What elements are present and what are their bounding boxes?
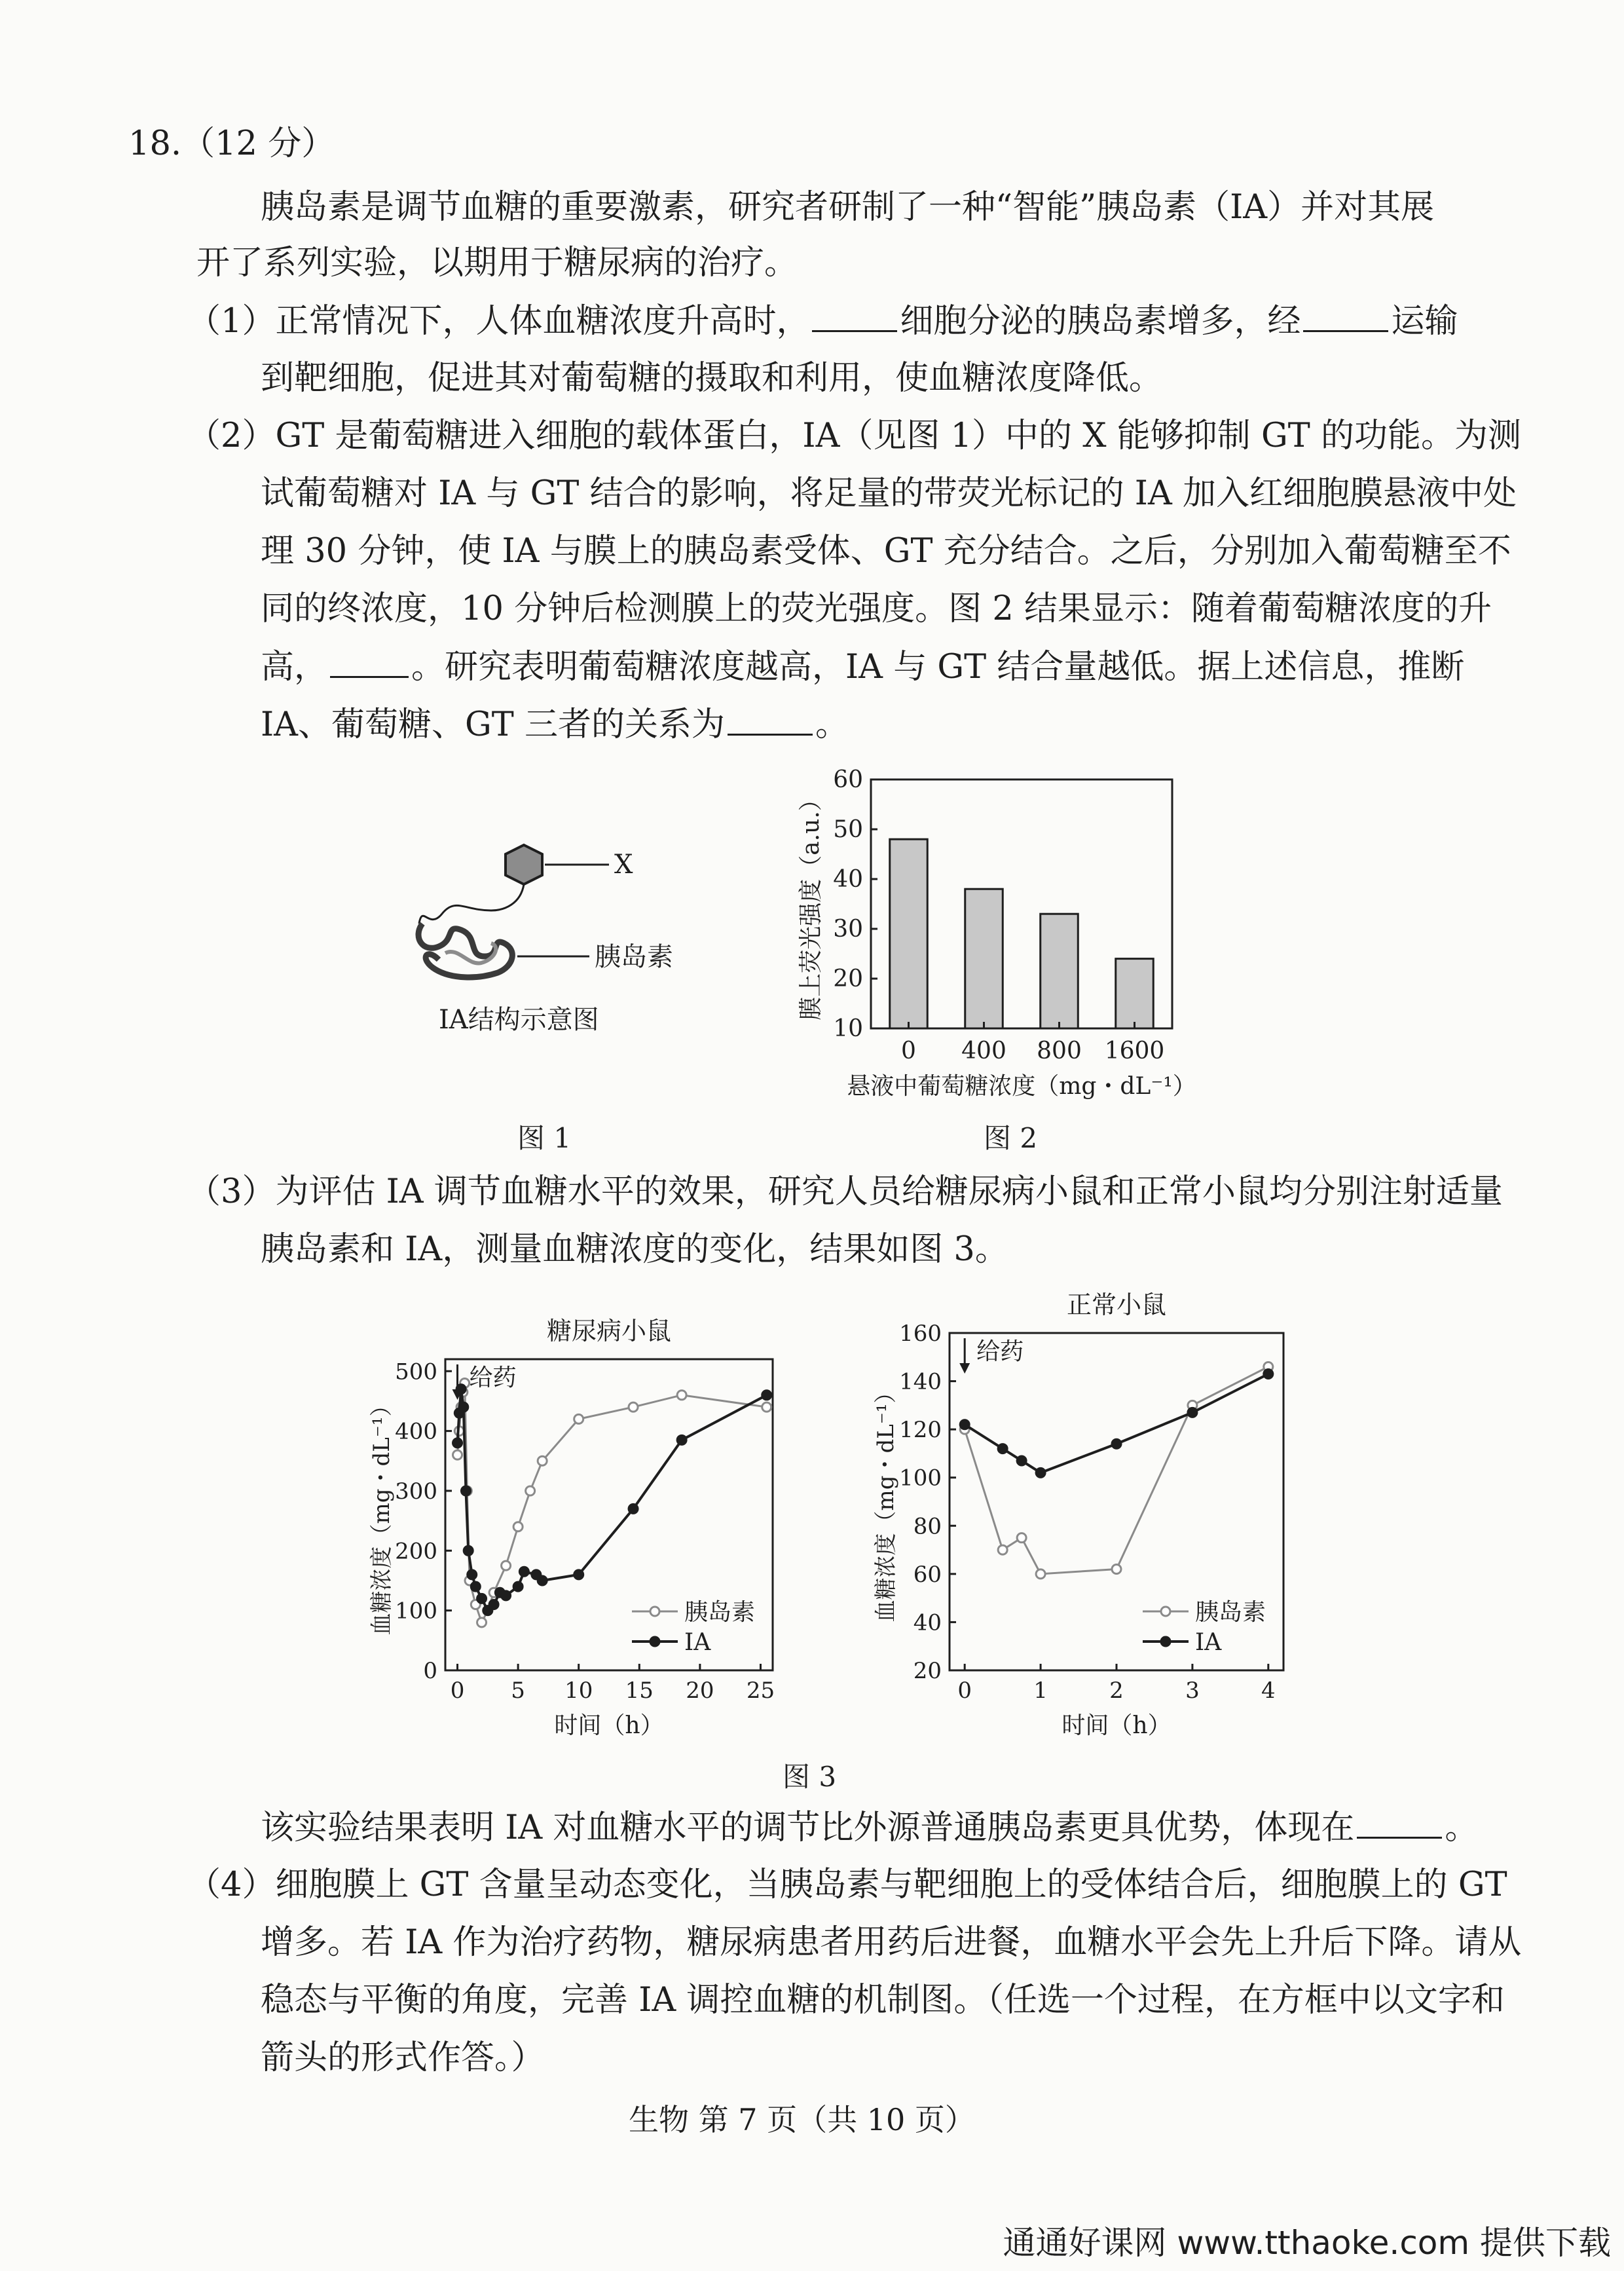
x-hexagon-icon — [506, 845, 542, 884]
point-ia — [762, 1391, 771, 1400]
part2-text-6a: IA、葡萄糖、GT 三者的关系为 — [261, 705, 725, 744]
x-tick-label: 25 — [746, 1678, 775, 1704]
protein-coil — [418, 924, 512, 977]
part3-line-1: （3）为评估 IA 调节血糖水平的效果，研究人员给糖尿病小鼠和正常小鼠均分别注射适量 — [187, 1173, 1503, 1211]
y-tick-label: 80 — [913, 1513, 942, 1540]
x-axis-label: 时间（h） — [554, 1712, 664, 1739]
y-tick-label: 20 — [833, 966, 863, 992]
y-tick-label: 60 — [913, 1561, 942, 1588]
legend-label: 胰岛素 — [1195, 1599, 1266, 1626]
part1-line-2: 到靶细胞，促进其对葡萄糖的摄取和利用，使血糖浓度降低。 — [261, 359, 1163, 398]
intro-line-2: 开了系列实验，以期用于糖尿病的治疗。 — [196, 244, 798, 282]
legend-marker — [650, 1637, 659, 1646]
part2-line-2: 试葡萄糖对 IA 与 GT 结合的影响，将足量的带荧光标记的 IA 加入红细胞膜悬液中处 — [261, 474, 1517, 513]
point-ia — [574, 1570, 583, 1579]
linker-curve — [419, 884, 524, 924]
answer-blank-2[interactable] — [1303, 301, 1388, 332]
legend-label: IA — [684, 1629, 711, 1656]
point-insulin — [513, 1522, 523, 1531]
point-insulin — [574, 1414, 583, 1423]
part2-line-5 — [261, 647, 1464, 687]
part3-text-3b: 。 — [1445, 1809, 1479, 1847]
figure-2-label: 图 2 — [984, 1122, 1038, 1154]
y-tick-label: 40 — [833, 866, 863, 893]
x-tick-label: 0 — [957, 1678, 972, 1704]
point-ia — [513, 1582, 523, 1591]
figure-1-label: 图 1 — [517, 1122, 572, 1154]
point-insulin — [453, 1450, 462, 1459]
y-tick-label: 50 — [833, 816, 863, 843]
y-tick-label: 100 — [899, 1465, 942, 1492]
part1-text-b: 细胞分泌的胰岛素增多，经 — [900, 302, 1301, 341]
point-ia — [489, 1600, 498, 1609]
point-ia — [468, 1570, 477, 1579]
point-insulin — [677, 1391, 686, 1400]
legend-label: 胰岛素 — [684, 1599, 756, 1626]
point-ia — [1112, 1439, 1121, 1448]
point-insulin — [1112, 1565, 1121, 1574]
x-tick-label: 4 — [1261, 1678, 1276, 1704]
figure-2-bar-chart — [760, 766, 1257, 1120]
point-ia — [1036, 1468, 1045, 1477]
point-insulin — [629, 1402, 638, 1412]
figure-1-ia-structure — [393, 832, 760, 1048]
point-insulin — [762, 1402, 771, 1412]
part2-text-6b: 。 — [815, 705, 849, 744]
legend-marker — [1161, 1607, 1170, 1616]
label-insulin: 胰岛素 — [595, 942, 673, 972]
point-ia — [459, 1402, 468, 1412]
y-tick-label: 160 — [899, 1321, 942, 1347]
label-x: X — [614, 850, 633, 880]
point-ia — [1264, 1370, 1273, 1379]
legend-marker — [1161, 1637, 1170, 1646]
answer-blank-3[interactable] — [330, 647, 409, 678]
figure-1-caption: IA结构示意图 — [439, 1005, 599, 1035]
point-insulin — [502, 1561, 511, 1570]
point-insulin — [1036, 1569, 1045, 1579]
y-tick-label: 100 — [395, 1598, 437, 1624]
x-tick-label: 1 — [1033, 1678, 1048, 1704]
part2-line-6 — [261, 705, 849, 745]
part4-line-3: 稳态与平衡的角度，完善 IA 调控血糖的机制图。（任选一个过程，在方框中以文字和 — [261, 1981, 1505, 2019]
part2-text-5b: 。研究表明葡萄糖浓度越高，IA 与 GT 结合量越低。据上述信息，推断 — [411, 648, 1465, 686]
intro-line-1: 胰岛素是调节血糖的重要激素，研究者研制了一种“智能”胰岛素（IA）并对其展 — [261, 188, 1435, 227]
point-ia — [629, 1504, 638, 1513]
chart-title: 糖尿病小鼠 — [546, 1317, 672, 1345]
part4-line-4: 箭头的形式作答。） — [261, 2038, 545, 2077]
figure-3-diabetic-mice-chart — [327, 1281, 799, 1752]
point-insulin — [538, 1456, 547, 1465]
x-axis-label: 悬液中葡萄糖浓度（mg・dL⁻¹） — [847, 1073, 1196, 1100]
point-ia — [519, 1567, 528, 1576]
part2-line-3: 理 30 分钟，使 IA 与膜上的胰岛素受体、GT 充分结合。之后，分别加入葡萄糖至不 — [261, 532, 1511, 571]
point-insulin — [477, 1618, 487, 1627]
x-tick-label: 20 — [686, 1678, 714, 1704]
point-ia — [464, 1546, 473, 1555]
point-insulin — [998, 1545, 1007, 1554]
y-tick-label: 30 — [833, 916, 863, 943]
y-tick-label: 20 — [913, 1658, 942, 1684]
x-tick-label: 800 — [1037, 1038, 1082, 1064]
page-footer: 生物 第 7 页（共 10 页） — [629, 2102, 975, 2137]
point-ia — [1188, 1408, 1197, 1417]
x-tick-label: 1600 — [1104, 1038, 1165, 1064]
part1-text-c: 运输 — [1391, 302, 1458, 341]
figure-3-normal-mice-chart — [851, 1281, 1310, 1752]
y-tick-label: 10 — [833, 1015, 863, 1042]
series-line — [458, 1389, 767, 1611]
point-ia — [538, 1576, 547, 1585]
figure-3-label: 图 3 — [783, 1761, 837, 1793]
bar — [1041, 914, 1079, 1028]
point-ia — [960, 1420, 969, 1429]
legend-marker — [650, 1607, 659, 1616]
y-tick-label: 500 — [395, 1359, 437, 1385]
dose-annotation: 给药 — [469, 1364, 517, 1391]
part3-text-3a: 该实验结果表明 IA 对血糖水平的调节比外源普通胰岛素更具优势，体现在 — [261, 1809, 1355, 1847]
y-tick-label: 140 — [899, 1368, 942, 1395]
question-header: 18.（12 分） — [128, 124, 335, 163]
x-tick-label: 0 — [901, 1038, 916, 1064]
x-tick-label: 0 — [450, 1678, 465, 1704]
x-tick-label: 400 — [961, 1038, 1006, 1064]
x-axis-label: 时间（h） — [1061, 1712, 1172, 1739]
part2-line-1: （2）GT 是葡萄糖进入细胞的载体蛋白，IA（见图 1）中的 X 能够抑制 GT 的功能。为测 — [187, 417, 1521, 455]
x-tick-label: 10 — [564, 1678, 593, 1704]
point-ia — [461, 1486, 470, 1495]
legend-label: IA — [1195, 1629, 1222, 1656]
y-tick-label: 40 — [913, 1609, 942, 1636]
answer-blank-1[interactable] — [812, 301, 897, 332]
x-tick-label: 2 — [1109, 1678, 1124, 1704]
x-tick-label: 15 — [625, 1678, 654, 1704]
point-ia — [453, 1438, 462, 1448]
dose-arrow-head — [959, 1363, 970, 1374]
point-insulin — [1017, 1533, 1026, 1543]
point-ia — [502, 1591, 511, 1600]
y-tick-label: 200 — [395, 1538, 437, 1565]
bar — [890, 839, 928, 1028]
y-tick-label: 300 — [395, 1478, 437, 1505]
point-insulin — [526, 1486, 535, 1495]
part4-line-1: （4）细胞膜上 GT 含量呈动态变化，当胰岛素与靶细胞上的受体结合后，细胞膜上的 GT — [187, 1866, 1507, 1904]
watermark: 通通好课网 www.tthaoke.com 提供下载 — [1003, 2224, 1611, 2262]
answer-blank-5[interactable] — [1357, 1808, 1442, 1839]
part4-line-2: 增多。若 IA 作为治疗药物，糖尿病患者用药后进餐，血糖水平会先上升后下降。请从 — [261, 1923, 1522, 1962]
part2-text-5a: 高， — [261, 648, 328, 686]
x-tick-label: 5 — [511, 1678, 525, 1704]
y-axis-label: 膜上荧光强度（a.u.） — [798, 787, 824, 1021]
x-tick-label: 3 — [1185, 1678, 1200, 1704]
point-ia — [1017, 1456, 1026, 1465]
chart-title: 正常小鼠 — [1066, 1290, 1167, 1319]
point-ia — [677, 1435, 686, 1444]
y-tick-label: 120 — [899, 1417, 942, 1444]
point-ia — [998, 1444, 1007, 1454]
y-axis-label: 血糖浓度（mg・dL⁻¹） — [873, 1381, 899, 1623]
part1-text-a: （1）正常情况下，人体血糖浓度升高时， — [187, 302, 810, 341]
answer-blank-4[interactable] — [728, 705, 813, 736]
point-ia — [477, 1594, 487, 1603]
y-tick-label: 400 — [395, 1418, 437, 1445]
part2-line-4: 同的终浓度，10 分钟后检测膜上的荧光强度。图 2 结果显示：随着葡萄糖浓度的升 — [261, 590, 1492, 628]
part3-line-2: 胰岛素和 IA，测量血糖浓度的变化，结果如图 3。 — [261, 1230, 1008, 1269]
part3-line-3 — [261, 1808, 1478, 1848]
dose-annotation: 给药 — [976, 1338, 1024, 1365]
y-axis-label: 血糖浓度（mg・dL⁻¹） — [369, 1394, 395, 1636]
part1-line-1 — [187, 301, 1458, 341]
y-tick-label: 60 — [833, 766, 863, 793]
bar — [965, 889, 1003, 1028]
bar — [1116, 959, 1154, 1028]
y-tick-label: 0 — [423, 1658, 437, 1684]
point-ia — [471, 1582, 480, 1591]
